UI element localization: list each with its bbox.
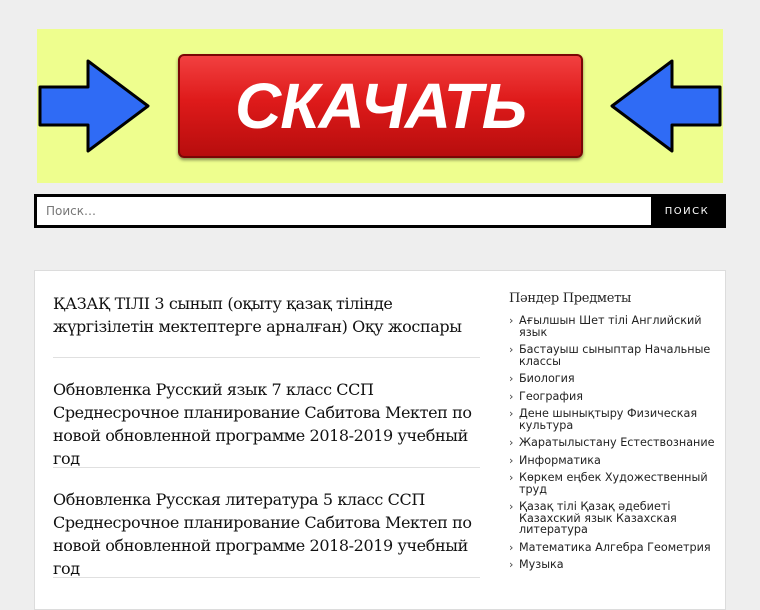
sidebar-item-link[interactable]: Жаратылыстану Естествознание	[519, 436, 715, 449]
post-item	[53, 468, 480, 578]
sidebar-title: Пәндер Предметы	[509, 291, 632, 306]
bullet-icon: ›	[509, 471, 514, 484]
search-input[interactable]	[37, 197, 651, 225]
sidebar-item[interactable]	[509, 391, 715, 403]
bullet-icon: ›	[509, 540, 514, 554]
bullet-icon: ›	[509, 314, 514, 327]
sidebar-item-link[interactable]: Информатика	[519, 453, 601, 467]
sidebar-item-link[interactable]: Музыка	[519, 558, 564, 571]
bullet-icon: ›	[509, 558, 514, 571]
sidebar-item-link[interactable]: Ағылшын Шет тілі Английский язык	[519, 314, 702, 339]
bullet-icon: ›	[509, 436, 514, 449]
bullet-icon: ›	[509, 343, 514, 356]
arrow-right-icon	[38, 59, 150, 153]
sidebar-item[interactable]	[509, 501, 715, 536]
post-title-link[interactable]: Обновленка Русский язык 7 класс ССП Среднесрочное планирование Сабитова Мектеп по новой обновленной программе 2018-2019 учебный год	[53, 380, 472, 468]
content-panel	[34, 270, 726, 610]
arrow-left-icon	[610, 59, 722, 153]
post-item	[53, 358, 480, 468]
bullet-icon: ›	[509, 500, 514, 513]
subjects-sidebar	[509, 291, 715, 577]
sidebar-item-link[interactable]: Қазақ тілі Қазақ әдебиеті Казахский язык Казахская литература	[519, 500, 677, 536]
post-title-link[interactable]: ҚАЗАҚ ТІЛІ 3 сынып (оқыту қазақ тілінде жүргізілетін мектептерге арналған) Оқу жоспары	[53, 294, 462, 336]
bullet-icon: ›	[509, 372, 514, 385]
sidebar-item-link[interactable]: Дене шынықтыру Физическая культура	[519, 407, 698, 432]
sidebar-item-link[interactable]: Математика Алгебра Геометрия	[519, 540, 711, 554]
sidebar-item[interactable]	[509, 455, 715, 467]
sidebar-item-link[interactable]: Биология	[519, 372, 575, 385]
sidebar-item[interactable]	[509, 408, 715, 431]
bullet-icon: ›	[509, 407, 514, 420]
post-item	[53, 271, 480, 358]
bullet-icon: ›	[509, 389, 514, 403]
sidebar-item-link[interactable]: Бастауыш сыныптар Начальные классы	[519, 343, 711, 368]
search-bar	[34, 194, 726, 228]
sidebar-item-link[interactable]: География	[519, 389, 583, 403]
sidebar-item[interactable]	[509, 315, 715, 338]
post-title-link[interactable]: Обновленка Русская литература 5 класс ССП Среднесрочное планирование Сабитова Мектеп по новой обновленной программе 2018-2019 учебный год	[53, 490, 472, 578]
post-list	[53, 271, 480, 578]
subjects-list	[509, 315, 715, 571]
sidebar-item[interactable]	[509, 373, 715, 385]
bullet-icon: ›	[509, 453, 514, 467]
sidebar-item[interactable]	[509, 344, 715, 367]
sidebar-item[interactable]	[509, 472, 715, 495]
download-button[interactable]: СКАЧАТЬ	[178, 54, 583, 158]
sidebar-item[interactable]	[509, 542, 715, 554]
download-banner[interactable]	[37, 29, 723, 183]
search-button[interactable]: ПОИСК	[651, 197, 723, 225]
sidebar-item[interactable]	[509, 437, 715, 449]
sidebar-item[interactable]	[509, 559, 715, 571]
sidebar-item-link[interactable]: Көркем еңбек Художественный труд	[519, 471, 708, 496]
